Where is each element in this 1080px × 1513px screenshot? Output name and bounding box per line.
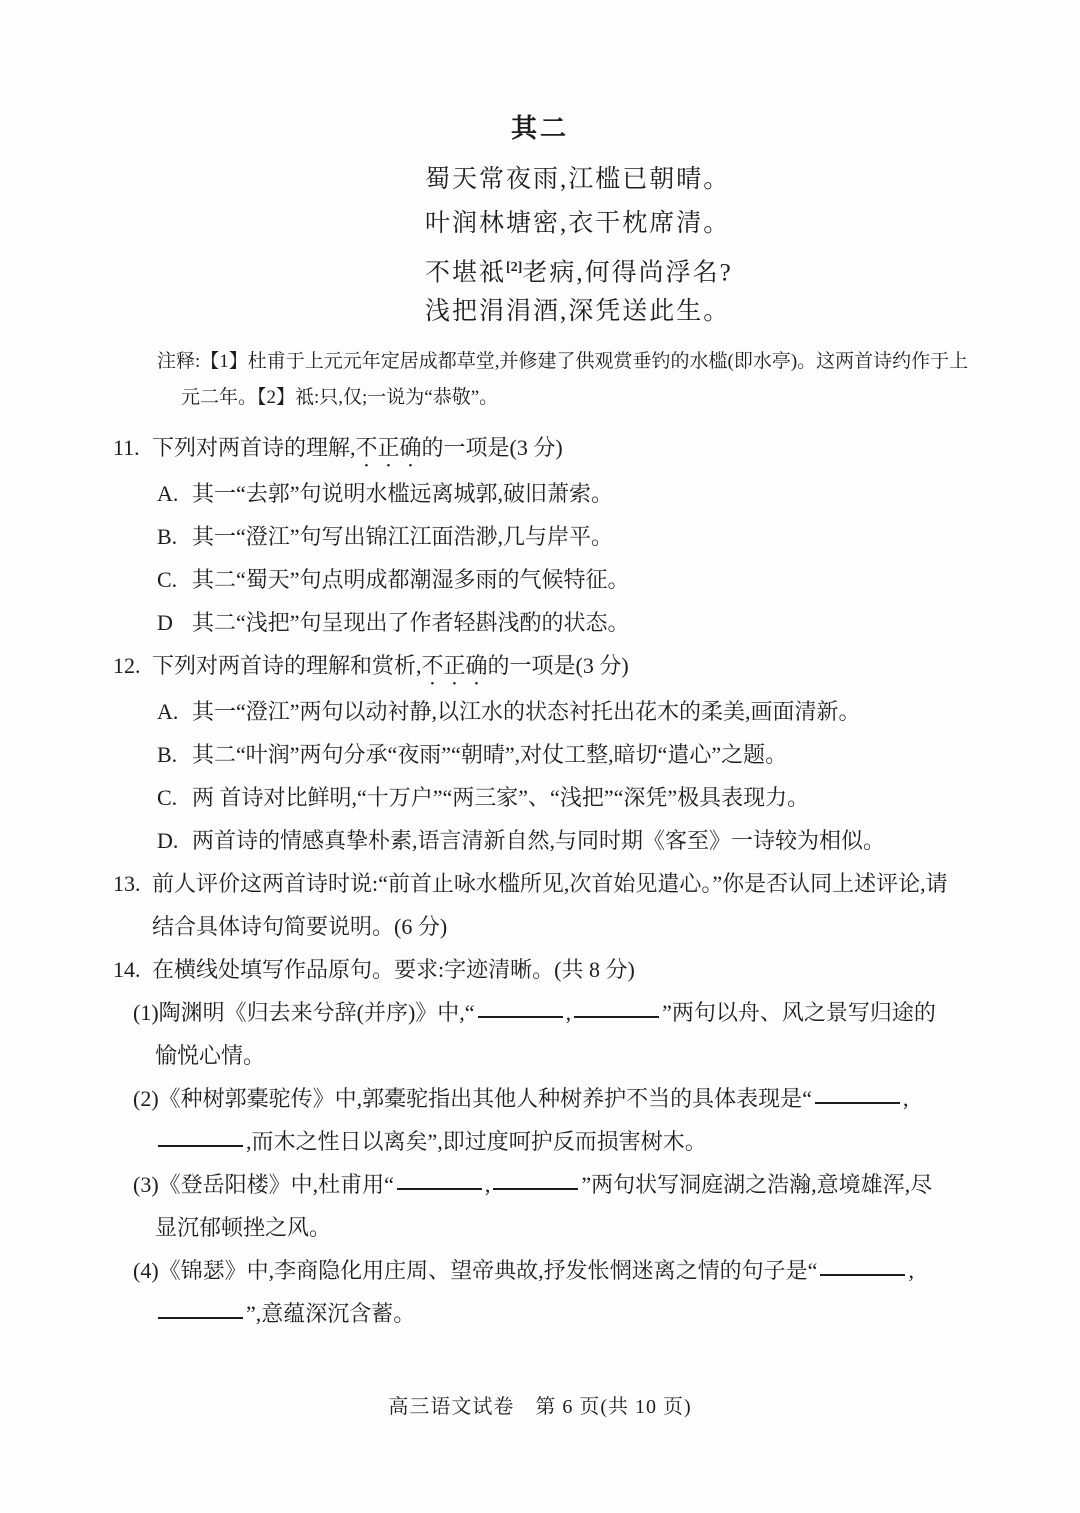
item-comma: , bbox=[908, 1258, 914, 1283]
question-12-number: 12. bbox=[113, 653, 141, 678]
item-marker: (2) bbox=[133, 1086, 159, 1111]
answer-blank bbox=[820, 1252, 905, 1276]
item-marker: (1) bbox=[133, 1000, 159, 1025]
annotation-line-2: 元二年。【2】祗:只,仅;一说为“恭敬”。 bbox=[181, 387, 499, 408]
item-marker: (3) bbox=[133, 1172, 159, 1197]
option-text: 两首诗的情感真挚朴素,语言清新自然,与同时期《客至》一诗较为相似。 bbox=[192, 828, 886, 853]
question-11-text: 下列对两首诗的理解, bbox=[152, 435, 356, 460]
item-text-post: ”两句状写洞庭湖之浩瀚,意境雄浑,尽 bbox=[581, 1172, 933, 1197]
question-11-option-c bbox=[0, 558, 1080, 601]
question-14-item-1 bbox=[0, 991, 1080, 1034]
question-13-stem bbox=[0, 862, 1080, 905]
question-14-item-2 bbox=[0, 1077, 1080, 1120]
question-11-stem bbox=[0, 426, 1080, 472]
answer-blank bbox=[397, 1166, 482, 1190]
page-footer: 高三语文试卷 第 6 页(共 10 页) bbox=[388, 1396, 692, 1418]
poem-line-2: 叶润林塘密,衣干枕席清。 bbox=[425, 210, 731, 237]
question-14-item-4-line-2 bbox=[0, 1292, 1080, 1335]
answer-blank bbox=[158, 1123, 243, 1147]
questions bbox=[0, 426, 1080, 1335]
annotation-line-1: 注释:【1】杜甫于上元元年定居成都草堂,并修建了供观赏垂钓的水槛(即水亭)。这两首诗约作于上 bbox=[157, 351, 969, 372]
question-14-number: 14. bbox=[113, 957, 141, 982]
option-label: C. bbox=[157, 785, 178, 810]
question-14-stem bbox=[0, 948, 1080, 991]
option-text: 其二“浅把”句呈现出了作者轻斟浅酌的状态。 bbox=[192, 610, 630, 635]
answer-blank bbox=[493, 1166, 578, 1190]
item-comma: , bbox=[902, 1086, 909, 1111]
option-label: D. bbox=[157, 828, 179, 853]
option-label: D bbox=[157, 610, 173, 635]
footnote-marker: [2] bbox=[506, 260, 523, 275]
option-label: A. bbox=[157, 481, 179, 506]
poem-line-3-text-post: 老病,何得尚浮名? bbox=[522, 259, 733, 287]
question-11-emphasis: 不正确 bbox=[355, 435, 422, 460]
question-14-item-3-line-2: 显沉郁顿挫之风。 bbox=[155, 1215, 332, 1240]
question-14-item-2-line-2 bbox=[0, 1120, 1080, 1163]
question-11-text-post: 的一项是(3 分) bbox=[421, 435, 563, 460]
option-label: A. bbox=[157, 699, 179, 724]
question-12-text: 下列对两首诗的理解和赏析, bbox=[152, 653, 422, 678]
answer-blank bbox=[478, 994, 563, 1018]
question-12-text-post: 的一项是(3 分) bbox=[487, 653, 629, 678]
question-14-item-1-line-2: 愉悦心情。 bbox=[155, 1043, 266, 1068]
item-text-post: ”,意蕴深沉含蓄。 bbox=[246, 1301, 416, 1326]
question-12-option-c bbox=[0, 776, 1080, 819]
poem-line-3 bbox=[425, 246, 1080, 290]
question-12-option-a bbox=[0, 690, 1080, 733]
question-11-option-d bbox=[0, 601, 1080, 644]
poem-section-title: 其二 bbox=[510, 114, 569, 143]
option-text: 其二“叶润”两句分承“夜雨”“朝晴”,对仗工整,暗切“遣心”之题。 bbox=[192, 742, 788, 767]
answer-blank bbox=[574, 994, 659, 1018]
question-12-option-d bbox=[0, 819, 1080, 862]
question-12-option-b bbox=[0, 733, 1080, 776]
question-12-emphasis: 不正确 bbox=[421, 653, 488, 678]
item-text: 《锦瑟》中,李商隐化用庄周、望帝典故,抒发怅惘迷离之情的句子是“ bbox=[158, 1258, 818, 1283]
option-text: 其二“蜀天”句点明成都潮湿多雨的气候特征。 bbox=[192, 567, 630, 592]
question-12-stem bbox=[0, 644, 1080, 690]
item-text: 《种树郭橐驼传》中,郭橐驼指出其他人种树养护不当的具体表现是“ bbox=[158, 1086, 812, 1111]
option-text: 两 首诗对比鲜明,“十万户”“两三家”、“浅把”“深凭”极具表现力。 bbox=[192, 785, 810, 810]
question-14-text: 在横线处填写作品原句。要求:字迹清晰。(共 8 分) bbox=[152, 957, 635, 982]
question-11-number: 11. bbox=[113, 435, 140, 460]
option-label: C. bbox=[157, 567, 178, 592]
item-marker: (4) bbox=[133, 1258, 159, 1283]
option-label: B. bbox=[157, 742, 178, 767]
question-14-item-3 bbox=[0, 1163, 1080, 1206]
answer-blank bbox=[815, 1080, 900, 1104]
annotations bbox=[0, 344, 1080, 416]
poem-line-1: 蜀天常夜雨,江槛已朝晴。 bbox=[425, 166, 731, 193]
question-14-item-4 bbox=[0, 1249, 1080, 1292]
answer-blank bbox=[158, 1295, 243, 1319]
option-text: 其一“澄江”两句以动衬静,以江水的状态衬托出花木的柔美,画面清新。 bbox=[192, 699, 861, 724]
option-label: B. bbox=[157, 524, 178, 549]
option-text: 其一“去郭”句说明水槛远离城郭,破旧萧索。 bbox=[192, 481, 614, 506]
item-comma: , bbox=[484, 1172, 491, 1197]
question-13-text-line-2: 结合具体诗句简要说明。(6 分) bbox=[152, 914, 448, 939]
item-text-post: ”两句以舟、风之景写归途的 bbox=[662, 1000, 936, 1025]
poem bbox=[0, 158, 1080, 334]
item-comma: , bbox=[565, 1000, 572, 1025]
poem-line-3-text: 不堪祗 bbox=[425, 259, 507, 287]
item-text: 《登岳阳楼》中,杜甫用“ bbox=[158, 1172, 394, 1197]
question-11-option-a bbox=[0, 472, 1080, 515]
question-13-number: 13. bbox=[113, 871, 141, 896]
question-11-option-b bbox=[0, 515, 1080, 558]
poem-line-4: 浅把涓涓酒,深凭送此生。 bbox=[425, 298, 731, 325]
question-13-text: 前人评价这两首诗时说:“前首止咏水槛所见,次首始见遣心。”你是否认同上述评论,请 bbox=[152, 871, 948, 896]
option-text: 其一“澄江”句写出锦江江面浩渺,几与岸平。 bbox=[192, 524, 614, 549]
item-text: 陶渊明《归去来兮辞(并序)》中,“ bbox=[158, 1000, 475, 1025]
item-text-post: ,而木之性日以离矣”,即过度呵护反而损害树木。 bbox=[246, 1129, 707, 1154]
